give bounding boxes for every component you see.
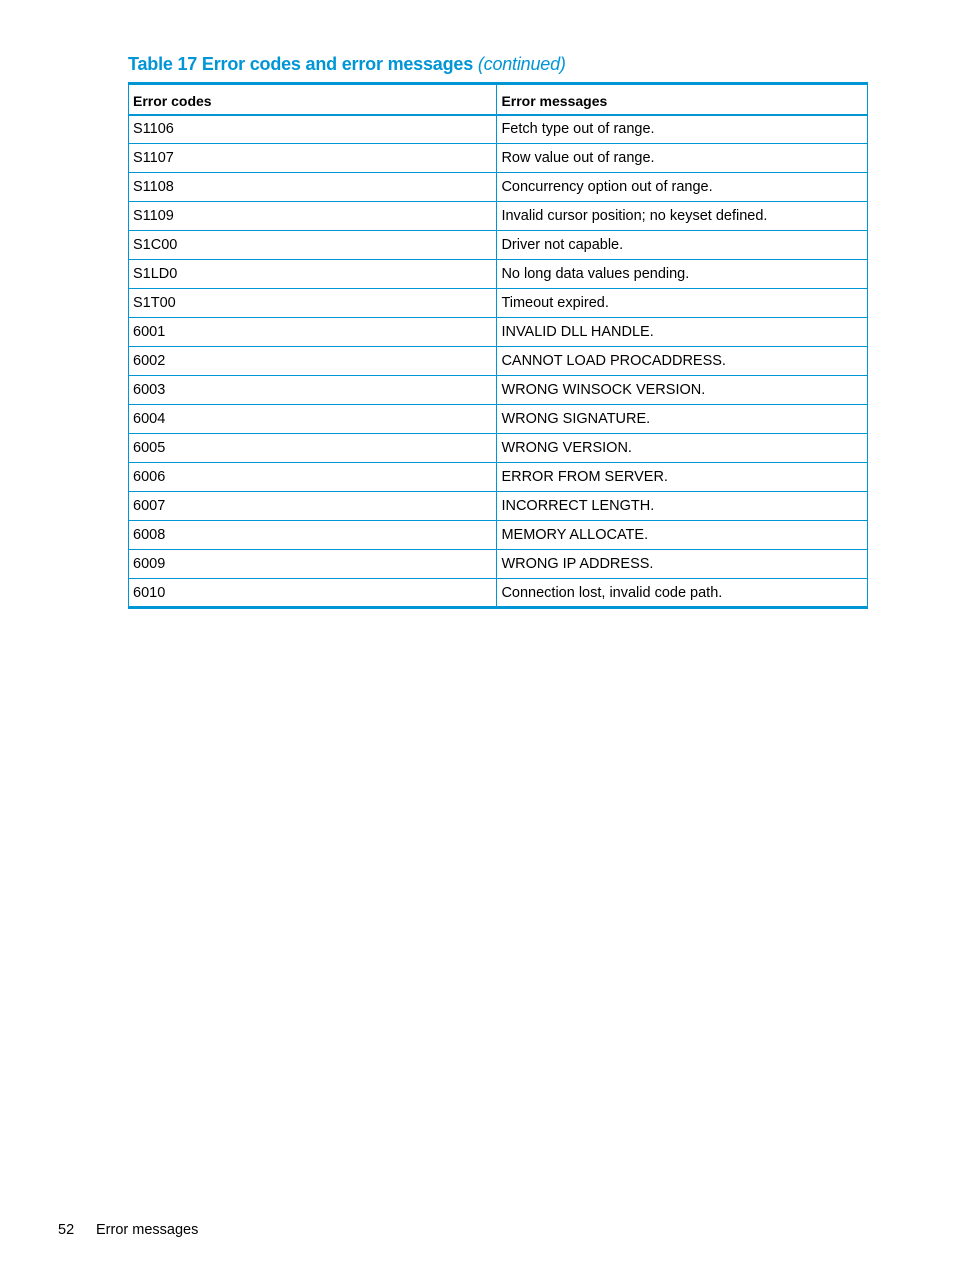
error-code-cell: S1106 (129, 115, 497, 144)
error-code-cell: S1108 (129, 173, 497, 202)
error-message-cell: Timeout expired. (497, 289, 868, 318)
page-number: 52 (58, 1222, 75, 1238)
table-row (129, 318, 868, 347)
table-row (129, 434, 868, 463)
table-row (129, 144, 868, 173)
error-code-cell: 6007 (129, 492, 497, 521)
error-message-cell: CANNOT LOAD PROCADDRESS. (497, 347, 868, 376)
error-message-cell: Invalid cursor position; no keyset defined. (497, 202, 868, 231)
table-row (129, 260, 868, 289)
table-row (129, 550, 868, 579)
table-row (129, 347, 868, 376)
error-code-cell: 6006 (129, 463, 497, 492)
error-code-cell: 6010 (129, 579, 497, 608)
page-footer (58, 1222, 198, 1238)
error-code-cell: S1109 (129, 202, 497, 231)
table-row (129, 376, 868, 405)
error-code-cell: S1T00 (129, 289, 497, 318)
error-code-cell: S1LD0 (129, 260, 497, 289)
error-message-cell: Row value out of range. (497, 144, 868, 173)
error-message-cell: WRONG IP ADDRESS. (497, 550, 868, 579)
column-header-error-codes: Error codes (129, 84, 497, 115)
error-message-cell: No long data values pending. (497, 260, 868, 289)
table-continued-label: (continued) (477, 54, 566, 74)
error-code-cell: S1C00 (129, 231, 497, 260)
error-message-cell: Driver not capable. (497, 231, 868, 260)
table-row (129, 579, 868, 608)
error-code-cell: S1107 (129, 144, 497, 173)
error-code-cell: 6009 (129, 550, 497, 579)
table-row (129, 521, 868, 550)
table-row (129, 231, 868, 260)
table-row (129, 463, 868, 492)
table-caption (128, 54, 566, 75)
table-row (129, 173, 868, 202)
error-code-cell: 6004 (129, 405, 497, 434)
error-codes-table (128, 82, 868, 609)
error-message-cell: Concurrency option out of range. (497, 173, 868, 202)
error-message-cell: INVALID DLL HANDLE. (497, 318, 868, 347)
table-row (129, 492, 868, 521)
error-code-cell: 6001 (129, 318, 497, 347)
table-row (129, 202, 868, 231)
error-code-cell: 6002 (129, 347, 497, 376)
error-code-cell: 6005 (129, 434, 497, 463)
footer-section-title: Error messages (96, 1222, 199, 1238)
error-message-cell: WRONG SIGNATURE. (497, 405, 868, 434)
error-message-cell: WRONG VERSION. (497, 434, 868, 463)
error-message-cell: Fetch type out of range. (497, 115, 868, 144)
table-header-row (129, 84, 868, 115)
error-message-cell: INCORRECT LENGTH. (497, 492, 868, 521)
error-message-cell: MEMORY ALLOCATE. (497, 521, 868, 550)
table-row (129, 405, 868, 434)
column-header-error-messages: Error messages (497, 84, 868, 115)
table-body (129, 115, 868, 608)
error-message-cell: ERROR FROM SERVER. (497, 463, 868, 492)
table-row (129, 115, 868, 144)
error-code-cell: 6008 (129, 521, 497, 550)
table-title: Table 17 Error codes and error messages (128, 54, 474, 74)
error-message-cell: WRONG WINSOCK VERSION. (497, 376, 868, 405)
table-row (129, 289, 868, 318)
error-message-cell: Connection lost, invalid code path. (497, 579, 868, 608)
error-code-cell: 6003 (129, 376, 497, 405)
